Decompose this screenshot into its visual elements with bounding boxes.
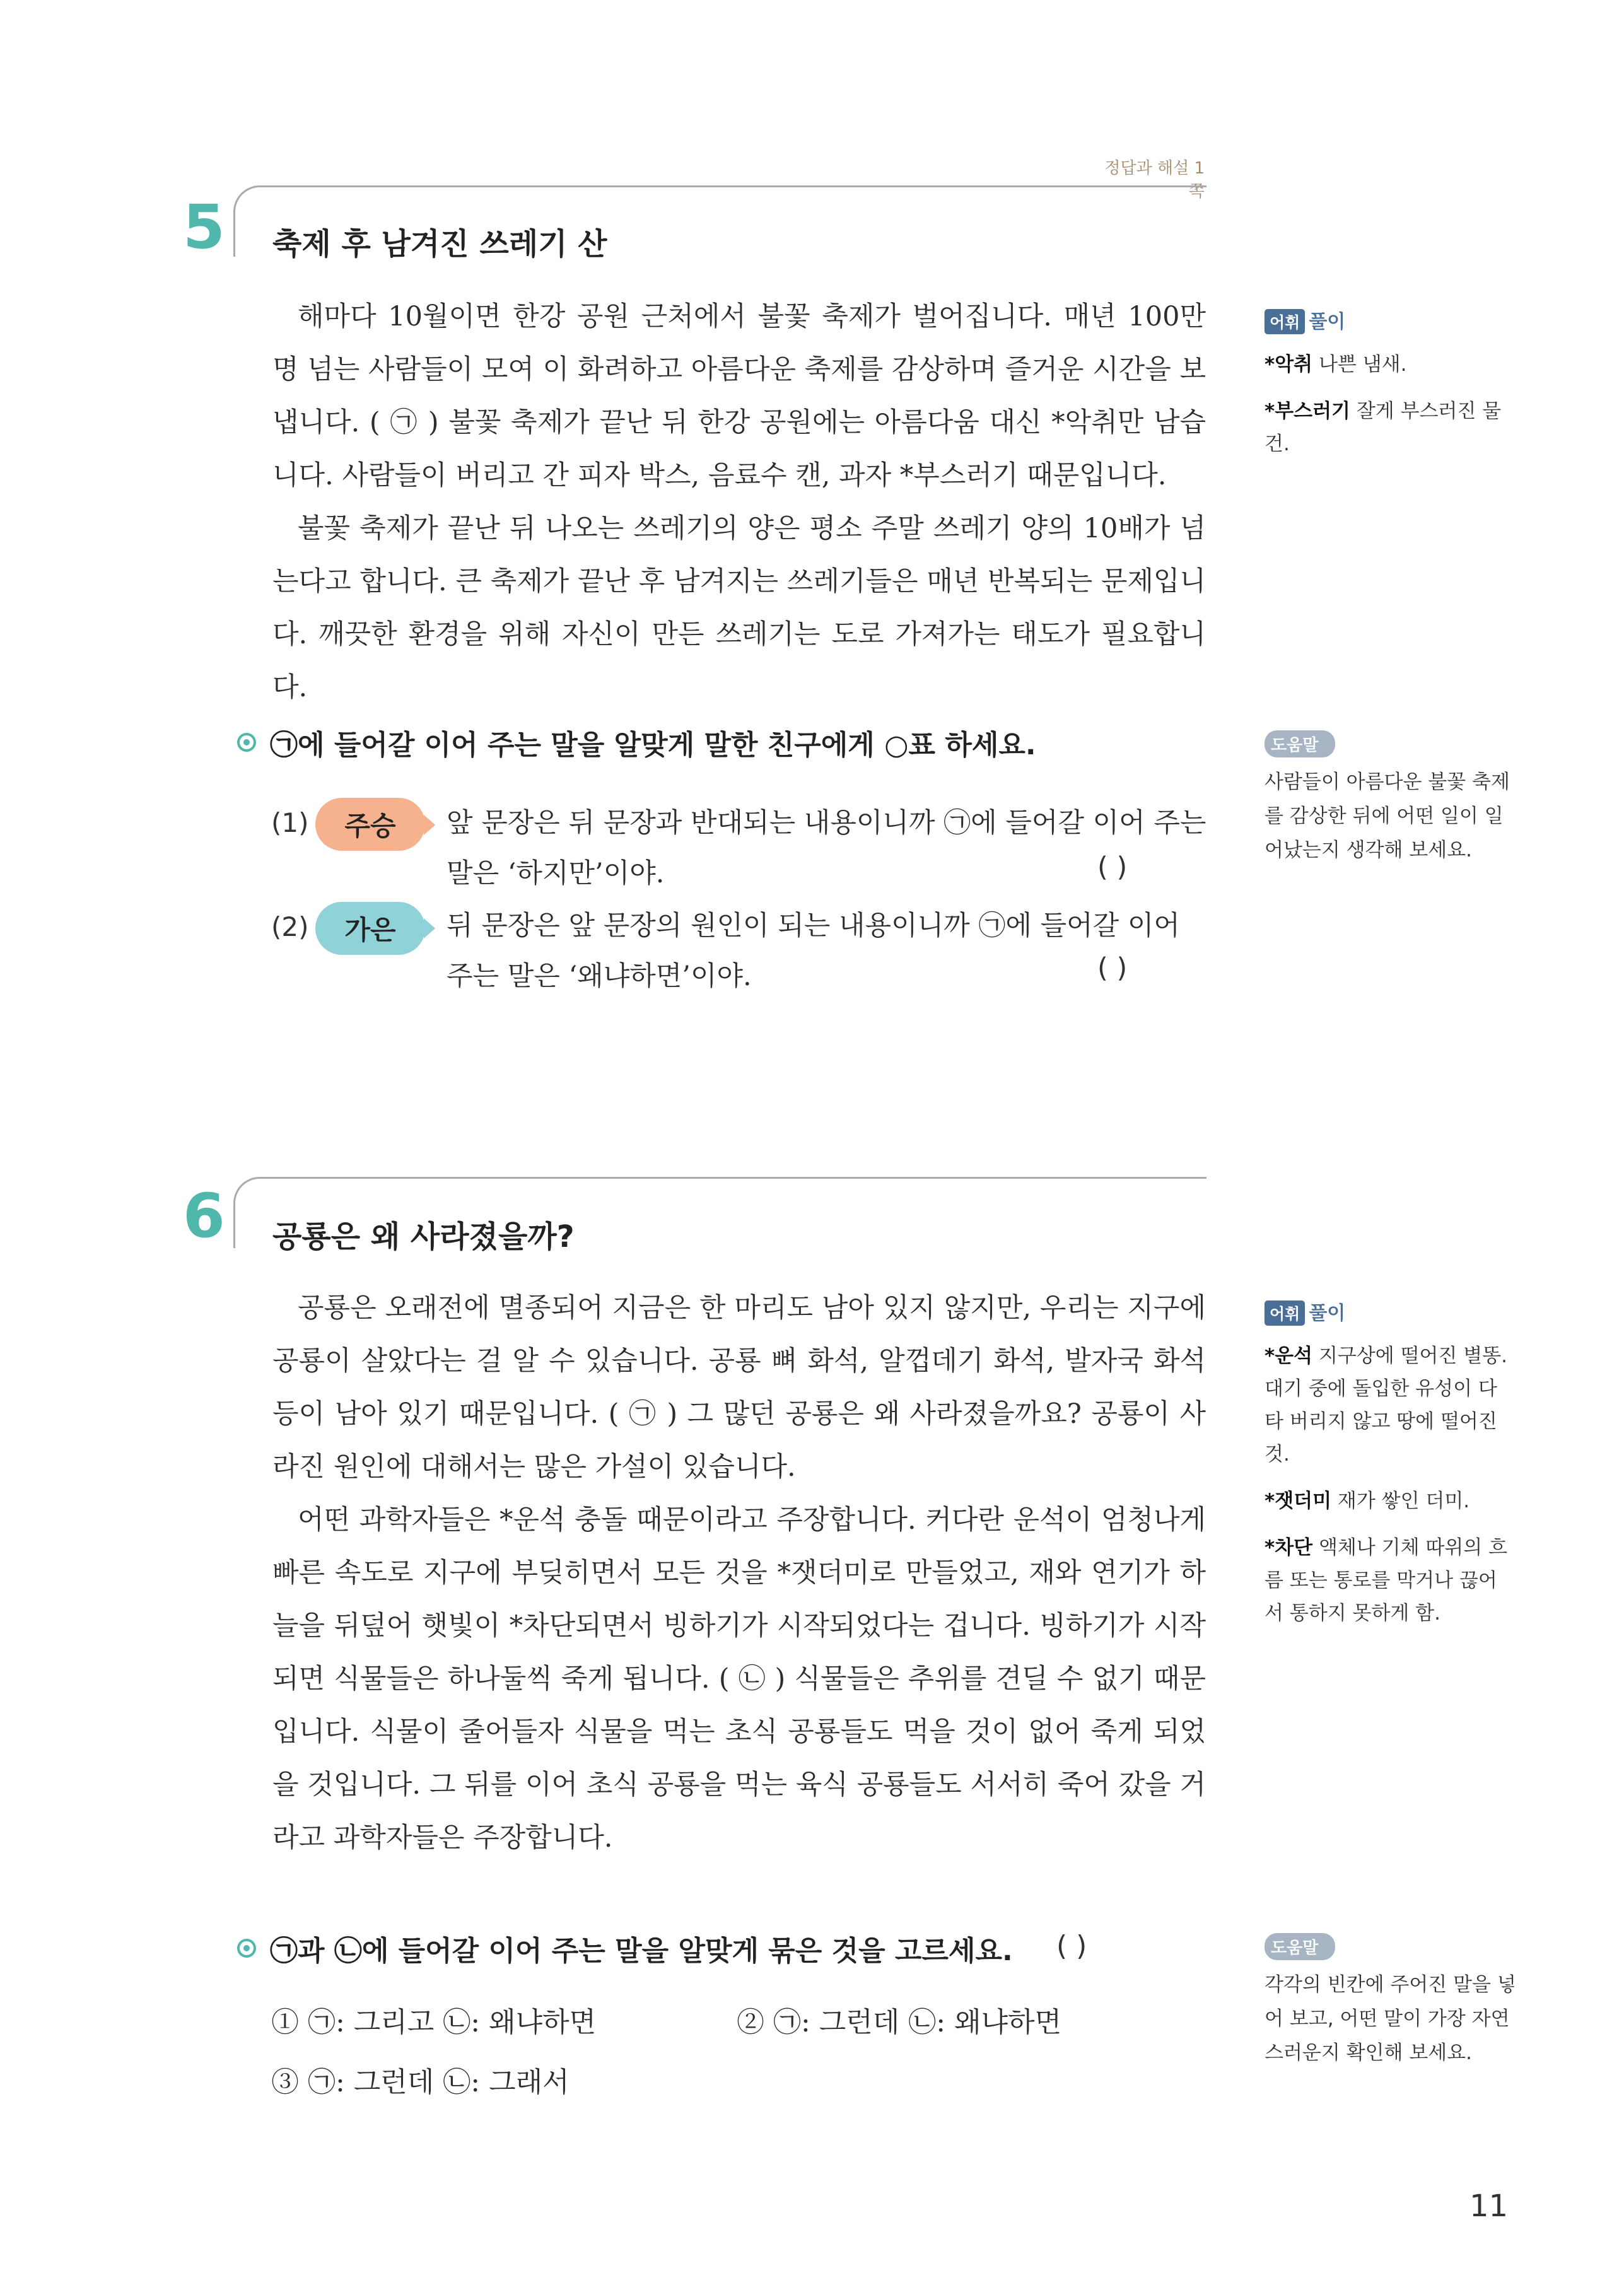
section-6-title: 공룡은 왜 사라졌을까? bbox=[272, 1219, 575, 1254]
vocab-item: *부스러기 잘게 부스러진 물건. bbox=[1265, 400, 1502, 455]
vocab-box-6 bbox=[1265, 1297, 1510, 1630]
answer-blank[interactable]: ( ) bbox=[1097, 952, 1128, 984]
speech-tail-icon bbox=[424, 815, 435, 835]
arrow-right-icon: ▸ bbox=[1319, 1936, 1329, 1958]
answer-reference: 정답과 해설 1쪽 bbox=[1104, 159, 1205, 201]
vocab-item: *운석 지구상에 떨어진 별똥. 대기 중에 돌입한 유성이 다 타 버리지 않고 땅에 떨어진 것. bbox=[1265, 1345, 1508, 1466]
section-5-question bbox=[237, 722, 1036, 763]
vocab-item: *잿더미 재가 쌓인 더미. bbox=[1265, 1490, 1470, 1512]
vocab-item: *악취 나쁜 냄새. bbox=[1265, 353, 1407, 376]
section-number-5: 5 bbox=[183, 192, 225, 262]
page-number: 11 bbox=[1469, 2188, 1509, 2224]
hint-badge: 도움말 ▸ bbox=[1265, 1933, 1335, 1960]
section-6-question bbox=[237, 1928, 1013, 1968]
passage-paragraph: 공룡은 오래전에 멸종되어 지금은 한 마리도 남아 있지 않지만, 우리는 지구에 공룡이 살았다는 걸 알 수 있습니다. 공룡 뼈 화석, 알껍데기 화석, 발자국 화석 등이 남아 있기 때문입니다. ( ㉠ ) 그 많던 공룡은 왜 사라졌을까요? 공룡이 사라진 원인에 대해서는 많은 가설이 있습니다. bbox=[272, 1292, 1206, 1483]
target-circle-icon bbox=[237, 733, 256, 752]
vocab-list bbox=[1265, 348, 1510, 460]
passage-paragraph: 불꽃 축제가 끝난 뒤 나오는 쓰레기의 양은 평소 주말 쓰레기 양의 10배가 넘는다고 합니다. 큰 축제가 끝난 후 남겨지는 쓰레기들은 매년 반복되는 문제입니다. 깨끗한 환경을 위해 자신이 만든 쓰레기는 도로 가져가는 태도가 필요합니다. bbox=[272, 513, 1206, 703]
question-text: ㉠에 들어갈 이어 주는 말을 알맞게 말한 친구에게 ○표 하세요. bbox=[270, 729, 1036, 761]
section-5-passage bbox=[272, 290, 1206, 714]
hint-box-5 bbox=[1265, 730, 1517, 867]
hint-text: 사람들이 아름다운 불꽃 축제를 감상한 뒤에 어떤 일이 일어났는지 생각해 보세요. bbox=[1265, 771, 1510, 862]
answer-blank[interactable]: ( ) bbox=[1097, 851, 1128, 883]
target-circle-icon bbox=[237, 1939, 256, 1958]
choice-2[interactable]: ② ㉠: 그런데 ㉡: 왜냐하면 bbox=[737, 2006, 1062, 2038]
vocab-badge: 어휘 bbox=[1265, 1300, 1305, 1326]
passage-paragraph: 해마다 10월이면 한강 공원 근처에서 불꽃 축제가 벌어집니다. 매년 100만 명 넘는 사람들이 모여 이 화려하고 아름다운 축제를 감상하며 즐거운 시간을 보냅니다. ( ㉠ ) 불꽃 축제가 끝난 뒤 한강 공원에는 아름다움 대신 *악취만 남습니다. 사람들이 버리고 간 피자 박스, 음료수 캔, 과자 *부스러기 때문입니다. bbox=[272, 301, 1206, 491]
hint-text: 각각의 빈칸에 주어진 말을 넣어 보고, 어떤 말이 가장 자연스러운지 확인해 보세요. bbox=[1265, 1973, 1516, 2064]
vocab-item: *차단 액체나 기체 따위의 흐름 또는 통로를 막거나 끊어서 통하지 못하게 함. bbox=[1265, 1536, 1508, 1625]
vocab-badge: 어휘 bbox=[1265, 309, 1305, 334]
option-number: (1) bbox=[271, 807, 309, 838]
vocab-title: 풀이 bbox=[1309, 311, 1346, 333]
speaker-badge-jooseung: 주승 bbox=[315, 798, 425, 851]
arrow-right-icon: ▸ bbox=[1319, 733, 1329, 755]
option-number: (2) bbox=[271, 911, 309, 942]
answer-blank[interactable]: ( ) bbox=[1056, 1930, 1087, 1962]
section-6-passage bbox=[272, 1282, 1206, 1864]
choice-3[interactable]: ③ ㉠: 그런데 ㉡: 그래서 bbox=[271, 2066, 570, 2098]
option-text: 앞 문장은 뒤 문장과 반대되는 내용이니까 ㉠에 들어갈 이어 주는 말은 ‘하지만’이야. bbox=[447, 807, 1206, 889]
hint-box-6 bbox=[1265, 1933, 1517, 2070]
vocab-list bbox=[1265, 1340, 1510, 1630]
section-5-title: 축제 후 남겨진 쓰레기 산 bbox=[272, 226, 607, 262]
section-number-6: 6 bbox=[183, 1181, 225, 1251]
speech-tail-icon bbox=[424, 918, 435, 938]
passage-paragraph: 어떤 과학자들은 *운석 충돌 때문이라고 주장합니다. 커다란 운석이 엄청나게 빠른 속도로 지구에 부딪히면서 모든 것을 *잿더미로 만들었고, 재와 연기가 하늘을 뒤덮어 햇빛이 *차단되면서 빙하기가 시작되었다는 겁니다. 빙하기가 시작되면 식물들은 하나둘씩 죽게 됩니다. ( ㉡ ) 식물들은 추위를 견딜 수 없기 때문입니다. 식물이 줄어들자 식물을 먹는 초식 공룡들도 먹을 것이 없어 죽게 되었을 것입니다. 그 뒤를 이어 초식 공룡을 먹는 육식 공룡들도 서서히 죽어 갔을 거라고 과학자들은 주장합니다. bbox=[272, 1504, 1206, 1854]
vocab-box-5 bbox=[1265, 306, 1510, 460]
question-text: ㉠과 ㉡에 들어갈 이어 주는 말을 알맞게 묶은 것을 고르세요. bbox=[270, 1935, 1013, 1967]
speaker-badge-gaeun: 가은 bbox=[315, 902, 425, 955]
choice-1[interactable]: ① ㉠: 그리고 ㉡: 왜냐하면 bbox=[271, 2006, 597, 2038]
option-text: 뒤 문장은 앞 문장의 원인이 되는 내용이니까 ㉠에 들어갈 이어 주는 말은 ‘왜냐하면’이야. bbox=[447, 910, 1180, 992]
vocab-title: 풀이 bbox=[1309, 1302, 1346, 1324]
hint-badge: 도움말 ▸ bbox=[1265, 730, 1335, 757]
